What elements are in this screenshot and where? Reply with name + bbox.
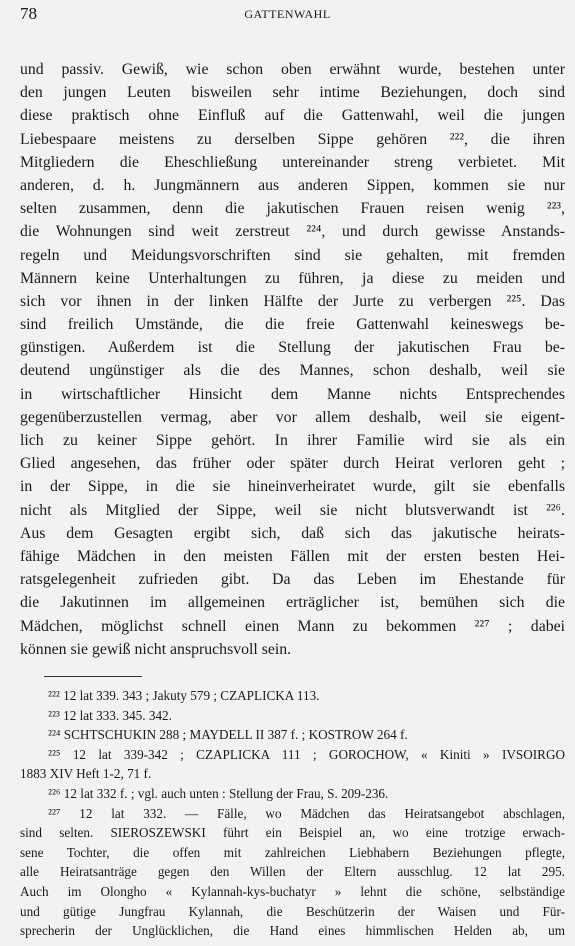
body-line: anderen, d. h. Jungmännern aus anderen Sippen, kommen sie nur — [20, 176, 565, 194]
footnote-line: 1883 XIV Heft 1-2, 71 f. — [20, 766, 152, 782]
body-line: Aus dem Gesagten ergibt sich, daß sich das jakutische heirats- — [20, 524, 565, 542]
body-line: in wirtschaftlicher Hinsicht dem Manne nichts Entsprechendes — [20, 385, 565, 403]
footnote-line: ²²³ 12 lat 333. 345. 342. — [48, 707, 172, 723]
footnotes — [20, 686, 565, 941]
footnote-line: sind selten. SIEROSZEWSKI führt ein Beispiel an, wo eine trotzige erwach- — [20, 825, 565, 841]
footnote-line: ²²² 12 lat 339. 343 ; Jakuty 579 ; CZAPLICKA 113. — [48, 688, 320, 703]
footnote-divider — [44, 676, 142, 677]
body-line: ratsgelegenheit zufrieden gibt. Da das Leben im Ehestande für — [20, 571, 565, 589]
body-line: sich vor ihnen in der linken Hälfte der Jurte zu verbergen ²²⁵. Das — [20, 292, 565, 310]
body-line: Mitgliedern die Eheschließung untereinander streng verbietet. Mit — [20, 153, 565, 171]
body-line: den jungen Leuten bisweilen sehr intime Beziehungen, doch sind — [20, 84, 565, 102]
body-line: Glied angesehen, das früher oder später durch Heirat verloren geht ; — [20, 455, 565, 473]
body-line: die Jakutinnen im allgemeinen erträglicher ist, bemühen sich die — [20, 594, 565, 612]
body-line: gegenüberzustellen vermag, aber vor allem deshalb, weil sie eigent- — [20, 408, 565, 426]
footnote-line: ²²⁶ 12 lat 332 f. ; vgl. auch unten : Stellung der Frau, S. 209-236. — [48, 785, 389, 801]
body-line: Liebespaare meistens zu derselben Sippe gehören ²²², die ihren — [20, 130, 565, 148]
body-line: in der Sippe, in die sie hineinverheiratet wurde, gilt sie ebenfalls — [20, 478, 565, 496]
footnote-line: sene Tochter, die offen mit zahlreichen Liebhabern Beziehungen pflegte, — [20, 844, 565, 860]
body-line: die Wohnungen sind weit zerstreut ²²⁴, und durch gewisse Anstands- — [20, 223, 565, 241]
body-line: günstigen. Außerdem ist die Stellung der jakutischen Frau be- — [20, 339, 565, 357]
footnote-line: ²²⁵ 12 lat 339-342 ; CZAPLICKA 111 ; GOROCHOW, « Kiniti » IVSOIRGO — [48, 746, 565, 762]
body-line: regeln und Meidungsvorschriften sind sie gehalten, mit fremden — [20, 246, 565, 264]
body-line: diese praktisch ohne Einfluß auf die Gattenwahl, weil die jungen — [20, 107, 565, 125]
body-line: sind freilich Umstände, die die freie Gattenwahl keineswegs be- — [20, 316, 565, 334]
body-line: nicht als Mitglied der Sippe, weil sie nicht blutsverwandt ist ²²⁶. — [20, 501, 565, 519]
body-line: Mädchen, möglichst schnell einen Mann zu bekommen ²²⁷ ; dabei — [20, 617, 565, 635]
body-line: deutend ungünstiger als die des Mannes, schon deshalb, weil sie — [20, 362, 565, 380]
footnote-line: alle Heiratsanträge gegen den Willen der Eltern ausschlug. 12 lat 295. — [20, 864, 565, 880]
body-line: selten zusammen, denn die jakutischen Frauen reisen wenig ²²³, — [20, 200, 565, 218]
body-text — [20, 58, 565, 661]
running-head: GATTENWAHL — [244, 7, 331, 21]
body-line: und passiv. Gewiß, wie schon oben erwähnt wurde, bestehen unter — [20, 61, 565, 78]
footnote-line: ²²⁷ 12 lat 332. — Fälle, wo Mädchen das Heiratsangebot abschlagen, — [48, 805, 565, 821]
footnote-line: ²²⁴ SCHTSCHUKIN 288 ; MAYDELL II 387 f. ; KOSTROW 264 f. — [48, 727, 408, 743]
footnote-line: Auch im Olongho « Kylannah-kys-buchatyr » lehnt die schöne, selbständige — [20, 883, 565, 899]
body-line: können sie gewiß nicht anspruchsvoll sein. — [20, 640, 292, 658]
footnote-line: sprecherin der Unglücklichen, die Hand eines himmlischen Helden ab, um — [20, 923, 565, 939]
body-line: lich zu keiner Sippe gehört. In ihrer Familie wird sie als ein — [20, 432, 565, 449]
body-line: Männern keine Unterhaltungen zu führen, ja diese zu meiden und — [20, 269, 565, 287]
footnote-line: und gütige Jungfrau Kylannah, die Beschützerin der Waisen und Für- — [20, 903, 565, 919]
page-number: 78 — [20, 4, 37, 23]
body-line: fähige Mädchen in den meisten Fällen mit der ersten besten Hei- — [20, 547, 565, 565]
